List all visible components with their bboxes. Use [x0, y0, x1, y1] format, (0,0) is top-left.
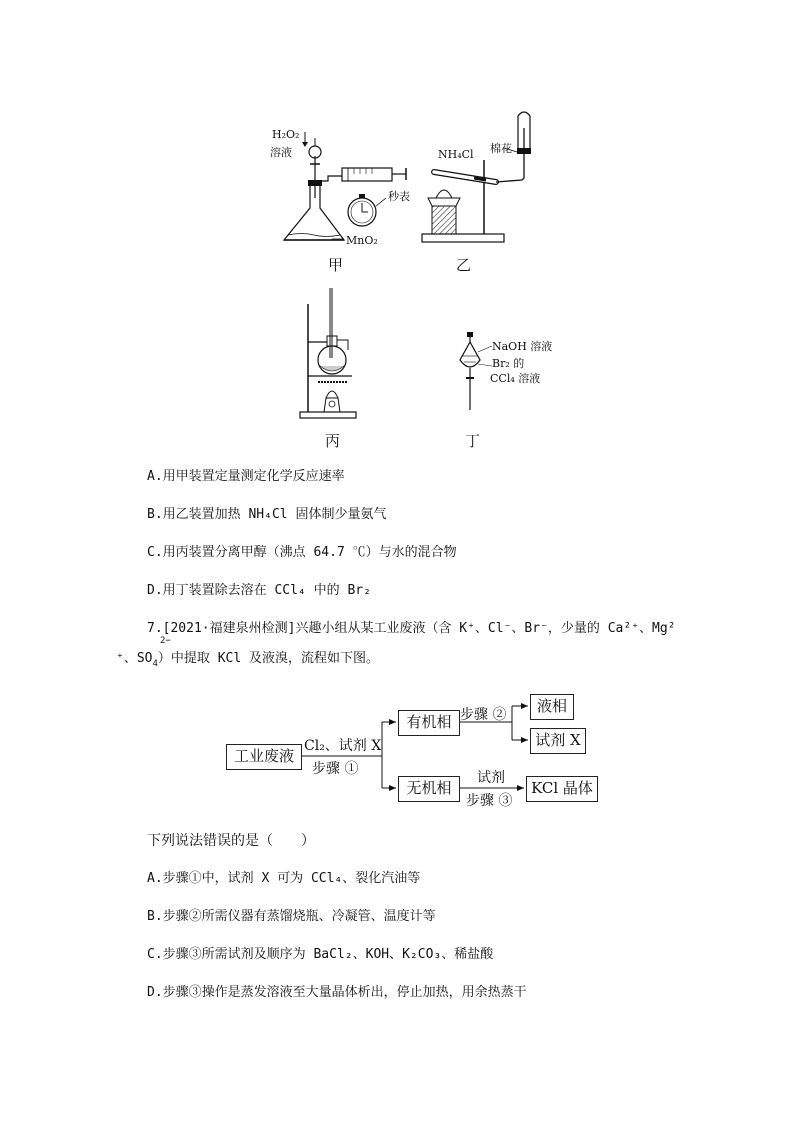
- solution-label: 溶液: [270, 146, 292, 159]
- stopwatch-label: 秒表: [388, 190, 410, 203]
- option-q6-a: A.用甲装置定量测定化学反应速率: [147, 469, 345, 484]
- option-q6-b: B.用乙装置加热 NH₄Cl 固体制少量氨气: [147, 507, 387, 522]
- option-q7-d: D.步骤③操作是蒸发溶液至大量晶体析出，停止加热，用余热蒸干: [147, 985, 527, 1000]
- option-q6-d: D.用丁装置除去溶在 CCl₄ 中的 Br₂: [147, 583, 371, 598]
- option-q7-a: A.步骤①中，试剂 X 可为 CCl₄、裂化汽油等: [147, 871, 421, 886]
- flow-box-liquid-phase: 液相: [530, 694, 574, 720]
- flow-box-waste-liquid: 工业废液: [226, 744, 302, 770]
- question7-line1: 7.[2021·福建泉州检测]兴趣小组从某工业废液（含 K⁺、Cl⁻、Br⁻，少量的 Ca²⁺、Mg²: [147, 621, 676, 636]
- figure-caption-bing: 丙: [325, 432, 341, 450]
- question7-line2: ⁺、$SO_4$）中提取 KCl 及液溴，流程如下图。: [116, 651, 380, 669]
- flow-step3-label: 步骤 ③: [466, 793, 513, 809]
- cotton-label: 棉花: [490, 142, 512, 155]
- flow-box-inorganic-phase: 无机相: [398, 776, 460, 802]
- flow-step1-reagents: Cl₂、试剂 X: [304, 738, 382, 754]
- flow-step1-label: 步骤 ①: [312, 761, 359, 777]
- figure-caption-yi: 乙: [456, 256, 472, 274]
- option-q7-b: B.步骤②所需仪器有蒸馏烧瓶、冷凝管、温度计等: [147, 909, 436, 924]
- mno2-label: MnO₂: [346, 234, 378, 247]
- flow-box-kcl-crystal: KCl 晶体: [526, 776, 598, 802]
- figure-caption-ding: 丁: [465, 432, 481, 450]
- ccl4-label: CCl₄ 溶液: [490, 372, 541, 385]
- figure-caption-jia: 甲: [328, 256, 344, 274]
- flow-box-organic-phase: 有机相: [398, 710, 460, 736]
- flow-step2-label: 步骤 ②: [460, 707, 507, 723]
- option-q6-c: C.用丙装置分离甲醇（沸点 64.7 ℃）与水的混合物: [147, 545, 457, 560]
- flow-box-reagent-x: 试剂 X: [530, 728, 586, 754]
- br2-label: Br₂ 的: [492, 357, 525, 370]
- option-q7-c: C.步骤③所需试剂及顺序为 BaCl₂、KOH、K₂CO₃、稀盐酸: [147, 947, 494, 962]
- h2o2-label: H₂O₂: [272, 128, 300, 141]
- naoh-label: NaOH 溶液: [492, 340, 553, 353]
- question7-prompt: 下列说法错误的是（ ）: [147, 833, 315, 849]
- flow-step3-reagent: 试剂: [477, 770, 505, 786]
- nh4cl-label: NH₄Cl: [438, 148, 474, 161]
- question7-sulfate-charge: 2−: [160, 636, 171, 646]
